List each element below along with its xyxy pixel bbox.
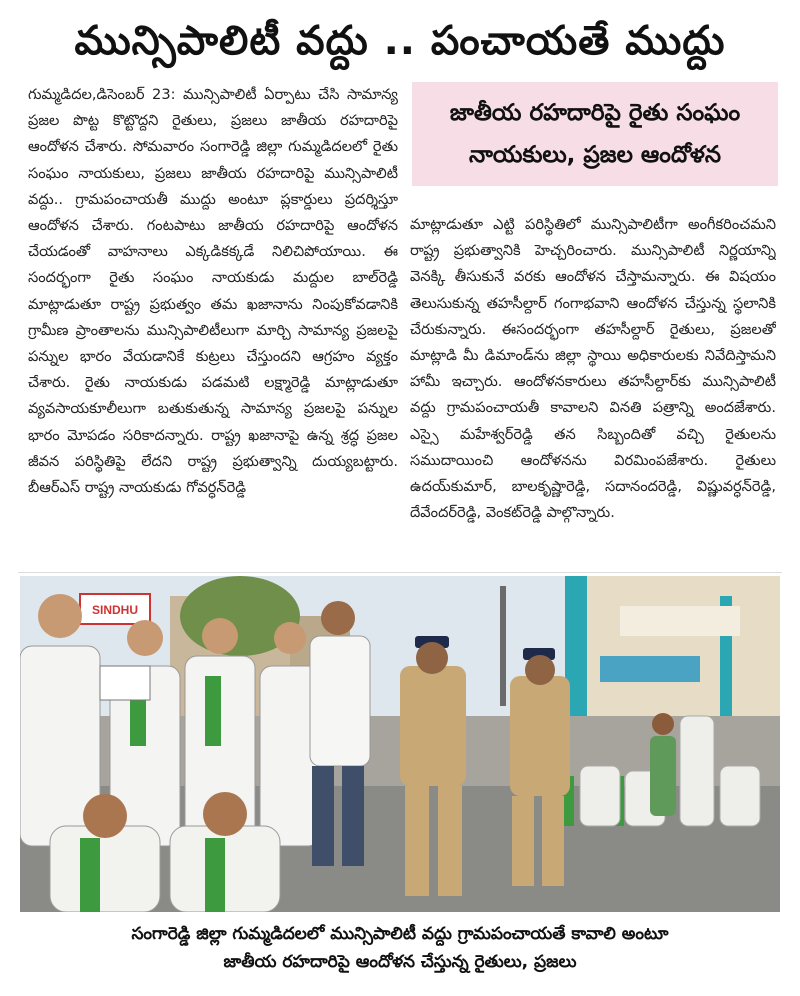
subheadline-box [412, 82, 778, 186]
article-body-left: గుమ్మడిదల,డిసెంబర్ 23: మున్సిపాలిటీ ఏర్పాటు చేసి సామాన్య ప్రజల పొట్ట కొట్టొద్దని రైతులు, ప్రజలు జాతీయ రహదారిపై ఆందోళన చేశారు. సోమవారం సంగారెడ్డి జిల్లా గుమ్మడిదలలో రైతు సంఘం నాయకులు, ప్రజలు జాతీయ రహదారిపై మున్సిపాలిటీ వద్దు.. గ్రామపంచాయతీ ముద్దు అంటూ ప్లకార్డులు ప్రదర్శిస్తూ ఆందోళన చేశారు. గంటపాటు జాతీయ రహదారిపై ఆందోళన చేయడంతో వాహనాలు ఎక్కడికక్కడే నిలిచిపోయాయి. ఈ సందర్భంగా రైతు సంఘం నాయకుడు మద్దుల బాల్‌రెడ్డి మాట్లాడుతూ రాష్ట్ర ప్రభుత్వం తమ ఖజానాను నింపుకోవడానికి గ్రామీణ ప్రాంతాలను మున్సిపాలిటీలుగా మార్చి సామాన్య ప్రజలపై పన్నుల భారం వేయడానికే కుట్రలు చేస్తుందని ఆగ్రహం వ్యక్తం చేశారు. రైతు నాయకుడు పడమటి లక్ష్మారెడ్డి మాట్లాడుతూ వ్యవసాయకూలీలుగా బతుకుతున్న సామాన్య ప్రజలపై పన్నుల భారం మోపడం సరికాదన్నారు. రాష్ట్ర ఖజానాపై ఉన్న శ్రద్ధ ప్రజల జీవన పరిస్థితిపై లేదని రాష్ట్ర ప్రభుత్వాన్ని దుయ్యబట్టారు. బీఆర్‌ఎస్ రాష్ట్ర నాయకుడు గోవర్ధన్‌రెడ్డి [28, 86, 398, 497]
subheadline-line-2: నాయకులు, ప్రజల ఆందోళన [468, 142, 722, 168]
caption-line-2: జాతీయ రహదారిపై ఆందోళన చేస్తున్న రైతులు, ప్రజలు [223, 952, 577, 972]
headline: మున్సిపాలిటీ వద్దు .. పంచాయతే ముద్దు [74, 18, 726, 64]
caption-line-1: సంగారెడ్డి జిల్లా గుమ్మడిదలలో మున్సిపాలిటీ వద్దు గ్రామపంచాయతే కావాలి అంటూ [131, 924, 669, 944]
protest-photo [20, 576, 780, 912]
article-body-right: మాట్లాడుతూ ఎట్టి పరిస్థితిలో మున్సిపాలిటీగా అంగీకరించమని రాష్ట్ర ప్రభుత్వానికి హెచ్చరించారు. మున్సిపాలిటీ నిర్ణయాన్ని వెనక్కి తీసుకునే వరకు ఆందోళన చేస్తామన్నారు. ఈ విషయం తెలుసుకున్న తహసీల్దార్ గంగాభవాని ఆందోళన చేస్తున్న స్థలానికి చేరుకున్నారు. ఈసందర్భంగా తహసీల్దార్ రైతులు, ప్రజలతో మాట్లాడి మీ డిమాండ్‌ను జిల్లా స్థాయి అధికారులకు నివేదిస్తామని హామీ ఇచ్చారు. ఆందోళనకారులు తహసీల్దార్‌కు మున్సిపాలిటీ వద్దు గ్రామపంచాయతీ కావాలని వినతి పత్రాన్ని అందజేశారు. ఎస్సై మహేశ్వర్‌రెడ్డి తన సిబ్బందితో వచ్చి రైతులను సముదాయించి ఆందోళనను విరమింపజేశారు. రైతులు ఉదయ్‌కుమార్, బాలకృష్ణారెడ్డి, సదానందరెడ్డి, విష్ణువర్ధన్‌రెడ్డి, దేవేందర్‌రెడ్డి, వెంకట్‌రెడ్డి పాల్గొన్నారు. [410, 216, 776, 522]
shop-sign: SINDHU [91, 603, 139, 617]
photo-caption [20, 920, 780, 976]
subheadline-line-1: జాతీయ రహదారిపై రైతు సంఘం [449, 100, 741, 126]
divider [18, 572, 782, 573]
